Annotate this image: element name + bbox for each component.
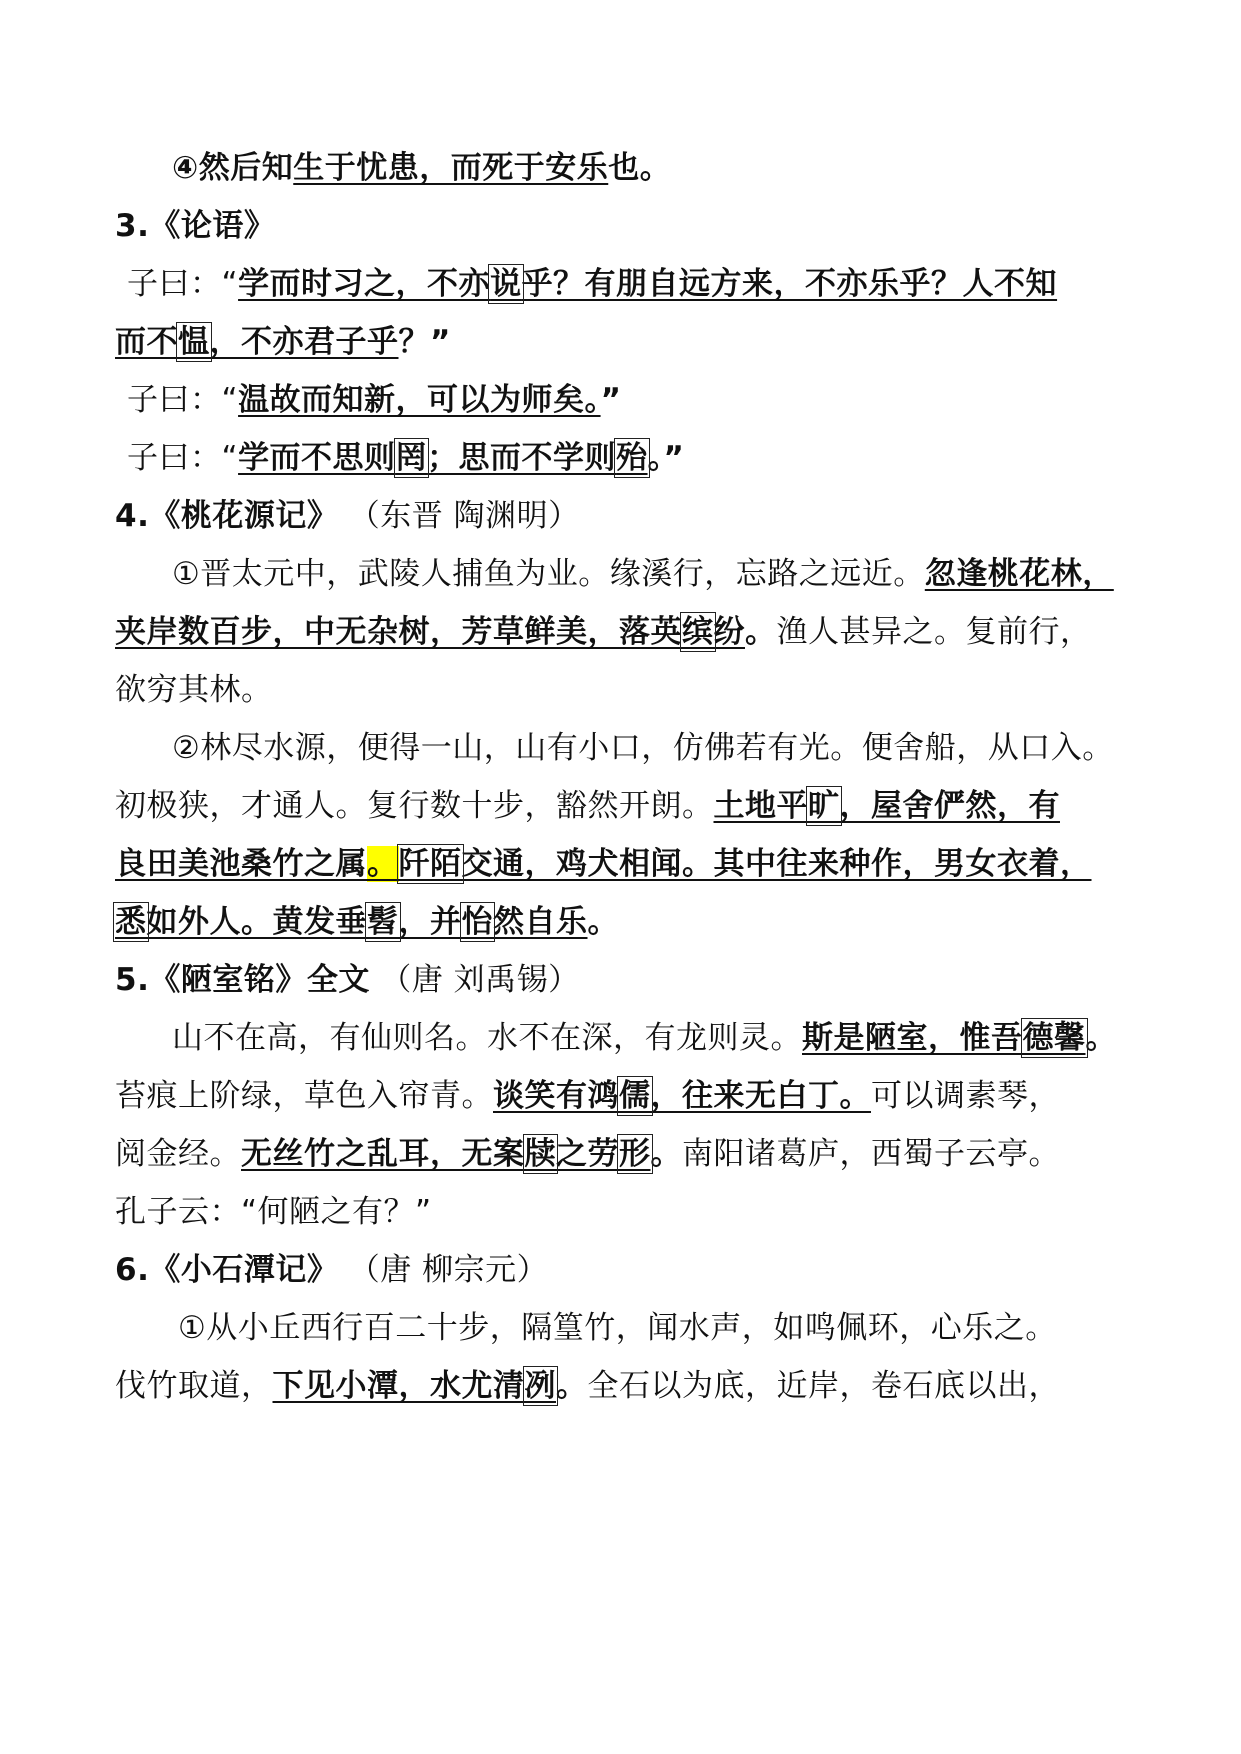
text-segment: 儒 <box>619 1078 651 1114</box>
peach-para-2-line-2 <box>0 778 1241 834</box>
analects-line-1 <box>0 256 1241 312</box>
text-segment: 。 <box>556 1368 588 1404</box>
text-segment: 斯是陋室，惟吾 <box>802 1020 1023 1056</box>
text-segment: （唐 刘禹锡） <box>369 962 580 998</box>
text-segment: 德馨 <box>1022 1020 1086 1056</box>
text-segment: 殆 <box>616 440 648 476</box>
text-segment: 愠 <box>178 324 210 360</box>
text-segment: 形 <box>619 1136 651 1172</box>
text-segment: 阡陌 <box>398 846 462 882</box>
text-segment: 如外人。黄发垂 <box>146 904 367 940</box>
text-segment: 髫 <box>367 904 399 940</box>
peach-para-2-line-1 <box>0 720 1241 776</box>
text-segment: ，并 <box>398 904 462 940</box>
text-segment: 下见小潭，水尤清 <box>272 1368 525 1404</box>
text-segment: 。 <box>650 1136 682 1172</box>
humble-room-line-1 <box>0 1010 1241 1066</box>
text-segment: 。 <box>1085 1020 1117 1056</box>
text-segment: 之劳 <box>556 1136 619 1172</box>
text-segment: 初极狭，才通人。复行数十步，豁然开朗。 <box>115 788 714 824</box>
pond-para-1-line-1 <box>0 1300 1241 1356</box>
text-segment: ①从小丘西行百二十步，隔篁竹，闻水声，如鸣佩环，心乐之。 <box>178 1310 1057 1346</box>
text-segment: 学而不思则 <box>238 440 396 476</box>
text-segment: 说 <box>490 266 522 302</box>
section-3-heading <box>0 198 1241 254</box>
text-segment: 忽逢桃花林， <box>924 556 1114 592</box>
text-segment: 怡 <box>461 904 493 940</box>
text-segment: 夹岸数百步，中无杂树，芳草鲜美，落英 <box>115 614 682 650</box>
text-segment: 然自乐 <box>493 904 588 940</box>
text-segment: 悉 <box>115 904 147 940</box>
text-segment: 罔 <box>395 440 428 476</box>
text-segment: 。 <box>745 614 777 650</box>
text-segment: ，不亦君子乎 <box>209 324 399 360</box>
text-segment: 也。 <box>608 150 672 186</box>
text-segment: 无丝竹之乱耳，无案 <box>241 1136 525 1172</box>
humble-room-line-4 <box>0 1184 1241 1240</box>
text-segment: 渔人甚异之。复前行， <box>776 614 1092 650</box>
text-segment: （唐 柳宗元） <box>338 1252 549 1288</box>
text-segment: 。 <box>367 846 399 882</box>
text-segment: 而不 <box>115 324 178 360</box>
text-segment: ①晋太元中，武陵人捕鱼为业。缘溪行，忘路之远近。 <box>172 556 925 592</box>
text-segment: 温故而知新，可以为师矣。 <box>238 382 601 418</box>
analects-line-3 <box>0 430 1241 486</box>
humble-room-line-2 <box>0 1068 1241 1124</box>
text-segment: 欲穷其林。 <box>115 672 273 708</box>
text-segment: 缤 <box>682 614 714 650</box>
text-segment: 纷 <box>713 614 745 650</box>
text-segment: 孔子云：“何陋之有？” <box>115 1194 432 1230</box>
section-6-heading <box>0 1242 1241 1298</box>
text-segment: 可以调素琴， <box>871 1078 1060 1114</box>
text-segment: ④然后知 <box>172 150 294 186</box>
text-segment: 乎？有朋自远方来，不亦乐乎？人不知 <box>521 266 1058 302</box>
text-segment: 生于忧患，而死于安乐 <box>293 150 609 186</box>
text-segment: 旷 <box>808 788 840 824</box>
text-segment: 6.《小石潭记》 <box>115 1252 339 1288</box>
text-segment: 阅金经。 <box>115 1136 241 1172</box>
text-segment: ；思而不学则 <box>427 440 617 476</box>
peach-para-1-line-2 <box>0 604 1241 660</box>
text-segment: 子曰：“ <box>127 266 239 302</box>
mencius-line-4 <box>0 140 1241 196</box>
text-segment: ②林尽水源，便得一山，山有小口，仿佛若有光。便舍船，从口入。 <box>172 730 1114 766</box>
text-segment: 全石以为底，近岸，卷石底以出， <box>587 1368 1060 1404</box>
text-segment: 子曰：“ <box>127 382 239 418</box>
text-segment: 冽 <box>524 1368 556 1404</box>
text-segment: 4.《桃花源记》 <box>115 498 339 534</box>
text-segment: 山不在高，有仙则名。水不在深，有龙则灵。 <box>172 1020 802 1056</box>
peach-para-1-line-3 <box>0 662 1241 718</box>
pond-para-1-line-2 <box>0 1358 1241 1414</box>
humble-room-line-3 <box>0 1126 1241 1182</box>
analects-line-2 <box>0 372 1241 428</box>
text-segment: ” <box>600 382 622 418</box>
text-segment: 伐竹取道， <box>115 1368 273 1404</box>
text-segment: 5.《陋室铭》全文 <box>115 962 370 998</box>
text-segment: ，往来无白丁。 <box>650 1078 871 1114</box>
text-segment: 。 <box>587 904 619 940</box>
analects-line-1-cont <box>0 314 1241 370</box>
peach-para-2-line-4 <box>0 894 1241 950</box>
text-segment: 南阳诸葛庐，西蜀子云亭。 <box>682 1136 1060 1172</box>
section-4-heading <box>0 488 1241 544</box>
peach-para-2-line-3 <box>0 836 1241 892</box>
text-segment: 土地平 <box>713 788 808 824</box>
text-segment: 牍 <box>524 1136 556 1172</box>
text-segment: （东晋 陶渊明） <box>338 498 580 534</box>
text-segment: ？” <box>398 324 451 360</box>
text-segment: 子曰：“ <box>127 440 239 476</box>
peach-para-1-line-1 <box>0 546 1241 602</box>
text-segment: 3.《论语》 <box>115 208 276 244</box>
text-segment: ，屋舍俨然，有 <box>839 788 1060 824</box>
text-segment: 。” <box>647 440 685 476</box>
text-segment: 良田美池桑竹之属 <box>115 846 367 882</box>
text-segment: 学而时习之，不亦 <box>238 266 491 302</box>
text-segment: 苔痕上阶绿，草色入帘青。 <box>115 1078 493 1114</box>
section-5-heading <box>0 952 1241 1008</box>
text-segment: 谈笑有鸿 <box>493 1078 619 1114</box>
text-segment: 交通，鸡犬相闻。其中往来种作，男女衣着， <box>461 846 1092 882</box>
